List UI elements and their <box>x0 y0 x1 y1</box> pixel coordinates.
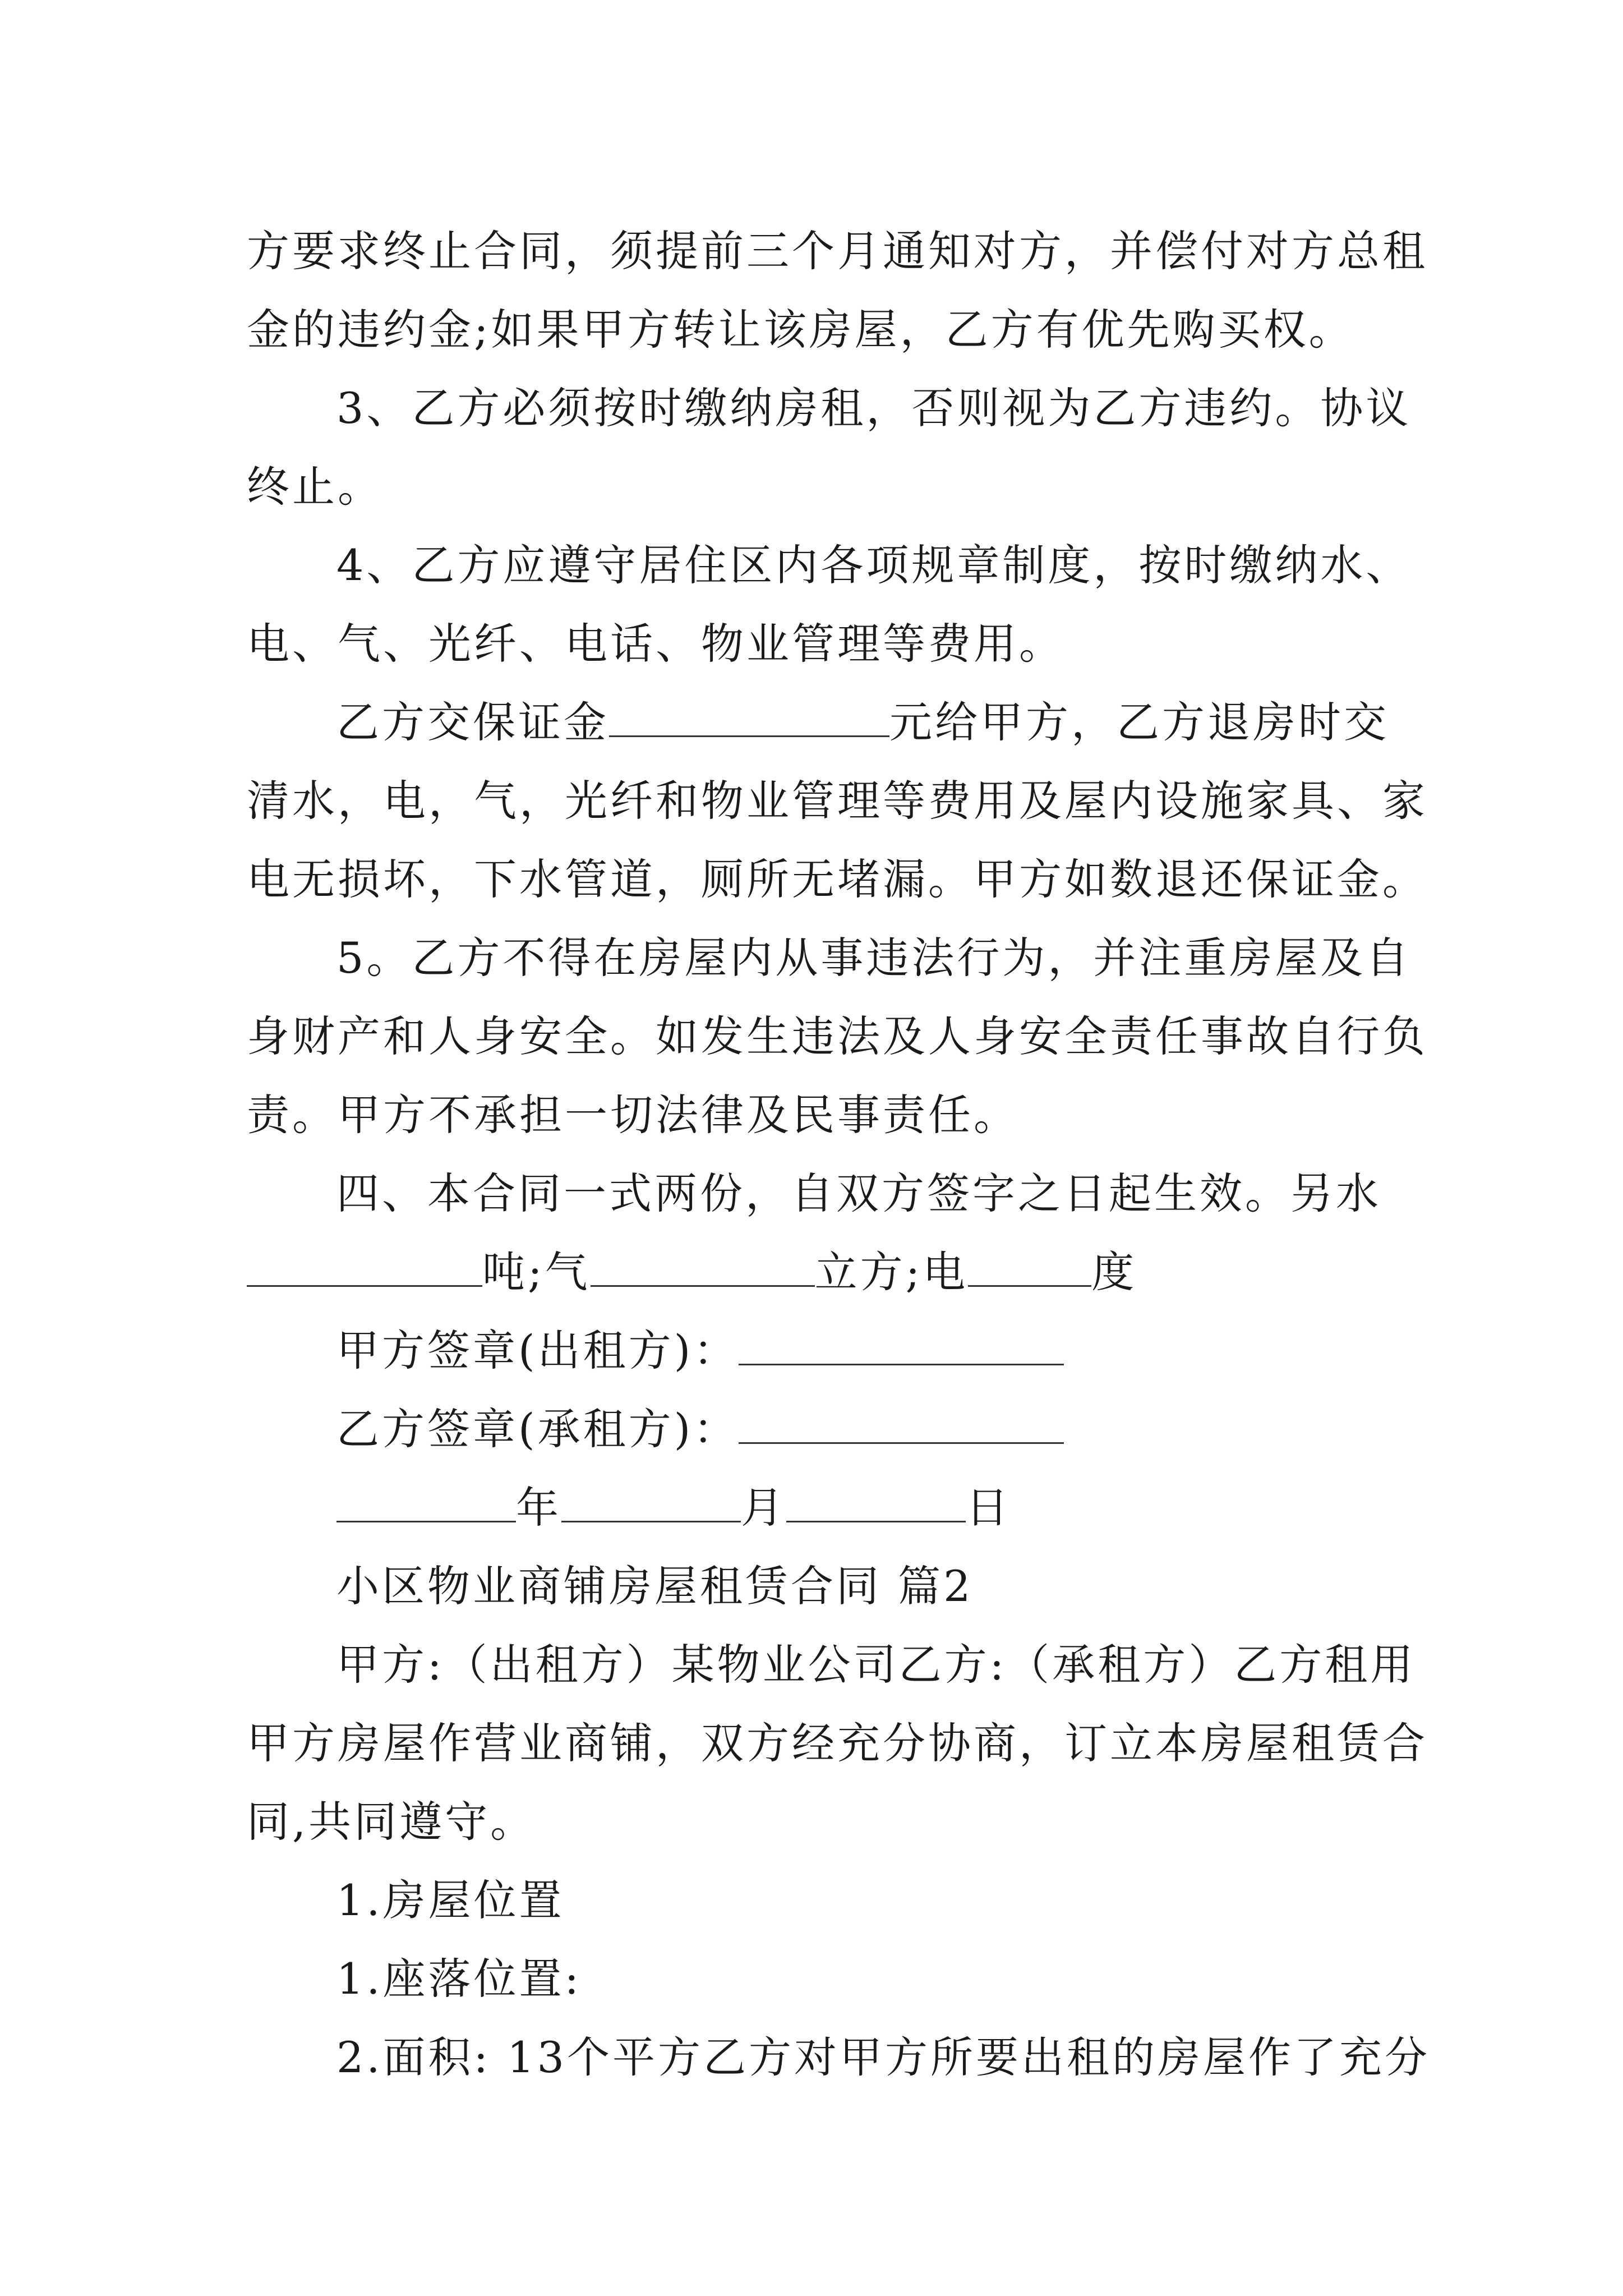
item-area <box>247 2018 1430 2097</box>
text-line: 1.座落位置: <box>336 1954 582 2004</box>
electricity-reading-blank <box>968 1246 1091 1287</box>
text-line: 1.房屋位置 <box>336 1875 565 1925</box>
gas-unit: 立方;电 <box>814 1247 969 1297</box>
text-line: 3、乙方必须按时缴纳房租，否则视为乙方违约。协议 <box>336 383 1412 433</box>
signature-blank <box>739 1403 1064 1444</box>
gas-reading-blank <box>591 1246 815 1287</box>
deposit-amount-blank <box>609 696 889 737</box>
day-label: 日 <box>966 1483 1011 1533</box>
text-line: 责。甲方不承担一切法律及民事责任。 <box>247 1090 1019 1140</box>
month-blank <box>561 1481 741 1522</box>
item-seat-location <box>247 1940 1385 2018</box>
text-line: 同,共同遵守。 <box>247 1797 536 1847</box>
text-line: 2.面积: 13个平方乙方对甲方所要出租的房屋作了充分 <box>336 2032 1430 2082</box>
text-line: 终止。 <box>247 462 383 512</box>
text-line: 身财产和人身安全。如发生违法及人身安全责任事故自行负 <box>247 1011 1428 1061</box>
water-unit: 吨;气 <box>482 1247 591 1297</box>
deposit-line <box>247 683 1389 762</box>
text-line: 甲方房屋作营业商铺，双方经充分协商，订立本房屋租赁合 <box>247 1718 1428 1768</box>
item-house-location <box>247 1861 1385 1940</box>
text-line: 四、本合同一式两份，自双方签字之日起生效。另水 <box>336 1168 1381 1218</box>
day-blank <box>786 1481 966 1522</box>
paragraph-clause-3 <box>247 369 1412 526</box>
signature-blank <box>739 1324 1064 1365</box>
paragraph-clause-4 <box>247 526 1412 683</box>
paragraph-clause-5 <box>247 919 1428 1154</box>
signature-label: 甲方签章(出租方)： <box>336 1326 739 1375</box>
utilities-line <box>247 1233 1385 1312</box>
signature-line <box>247 1390 1385 1469</box>
text-line: 5。乙方不得在房屋内从事违法行为，并注重房屋及自 <box>336 933 1412 983</box>
section-title <box>247 1547 1385 1626</box>
paragraph-party-intro <box>247 1626 1428 1861</box>
date-line <box>247 1469 1385 1547</box>
year-blank <box>336 1481 516 1522</box>
text-line: 电、气、光纤、电话、物业管理等费用。 <box>247 619 1064 669</box>
electricity-unit: 度 <box>1091 1247 1137 1297</box>
deposit-text: 元给甲方，乙方退房时交 <box>889 697 1389 747</box>
paragraph-section-4 <box>247 1154 1385 1312</box>
text-line: 金的违约金;如果甲方转让该房屋，乙方有优先购买权。 <box>247 305 1354 355</box>
text-line: 甲方:（出租方）某物业公司乙方:（承租方）乙方租用 <box>336 1640 1416 1690</box>
text-line: 方要求终止合同，须提前三个月通知对方，并偿付对方总租 <box>247 226 1428 276</box>
signature-lessee <box>247 1390 1385 1469</box>
paragraph-deposit <box>247 683 1428 919</box>
deposit-label: 乙方交保证金 <box>336 697 609 747</box>
paragraph-termination <box>247 212 1428 369</box>
signature-line <box>247 1312 1385 1390</box>
signature-lessor <box>247 1312 1385 1390</box>
water-reading-blank <box>247 1246 482 1287</box>
signature-label: 乙方签章(承租方)： <box>336 1404 739 1454</box>
text-line: 清水，电，气，光纤和物业管理等费用及屋内设施家具、家 <box>247 776 1428 826</box>
year-label: 年 <box>516 1483 561 1533</box>
text-line: 电无损坏，下水管道，厕所无堵漏。甲方如数退还保证金。 <box>247 854 1428 904</box>
date-fields <box>247 1469 1385 1547</box>
month-label: 月 <box>741 1483 786 1533</box>
text-line: 4、乙方应遵守居住区内各项规章制度，按时缴纳水、 <box>336 540 1412 590</box>
document-body <box>247 212 1430 2097</box>
section-heading: 小区物业商铺房屋租赁合同 篇2 <box>336 1561 974 1611</box>
